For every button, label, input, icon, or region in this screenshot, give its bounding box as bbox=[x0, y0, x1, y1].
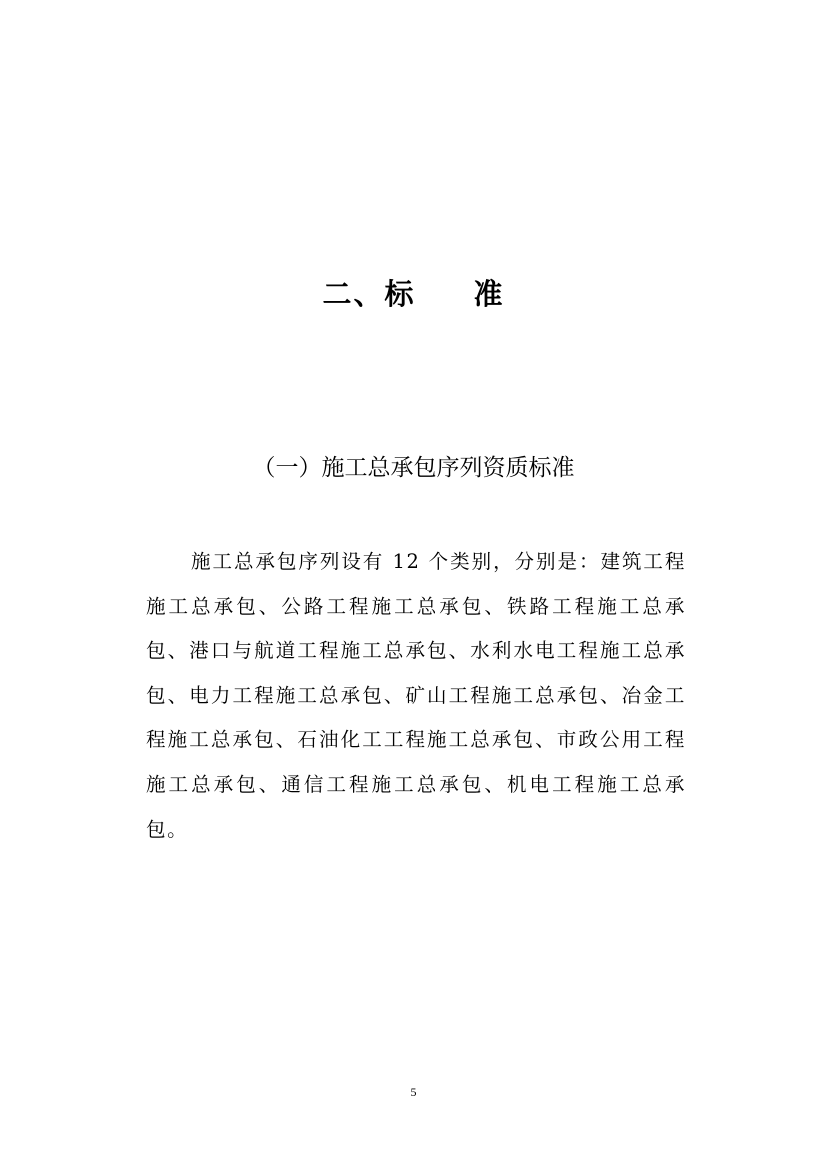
page-number: 5 bbox=[410, 1085, 417, 1099]
body-paragraph: 施工总承包序列设有 12 个类别，分别是：建筑工程施工总承包、公路工程施工总承包、铁路工程施工总承包、港口与航道工程施工总承包、水利水电工程施工总承包、电力工程施工总承包、矿山工程施工总承包、冶金工程施工总承包、石油化工工程施工总承包、市政公用工程施工总承包、通信工程施工总承包、机电工程施工总承包。 bbox=[146, 550, 686, 841]
chapter-title-prefix: 二、标 bbox=[322, 277, 416, 311]
chapter-title-suffix: 准 bbox=[473, 277, 505, 311]
chapter-title bbox=[0, 274, 827, 314]
section-title: （一）施工总承包序列资质标准 bbox=[252, 455, 575, 481]
